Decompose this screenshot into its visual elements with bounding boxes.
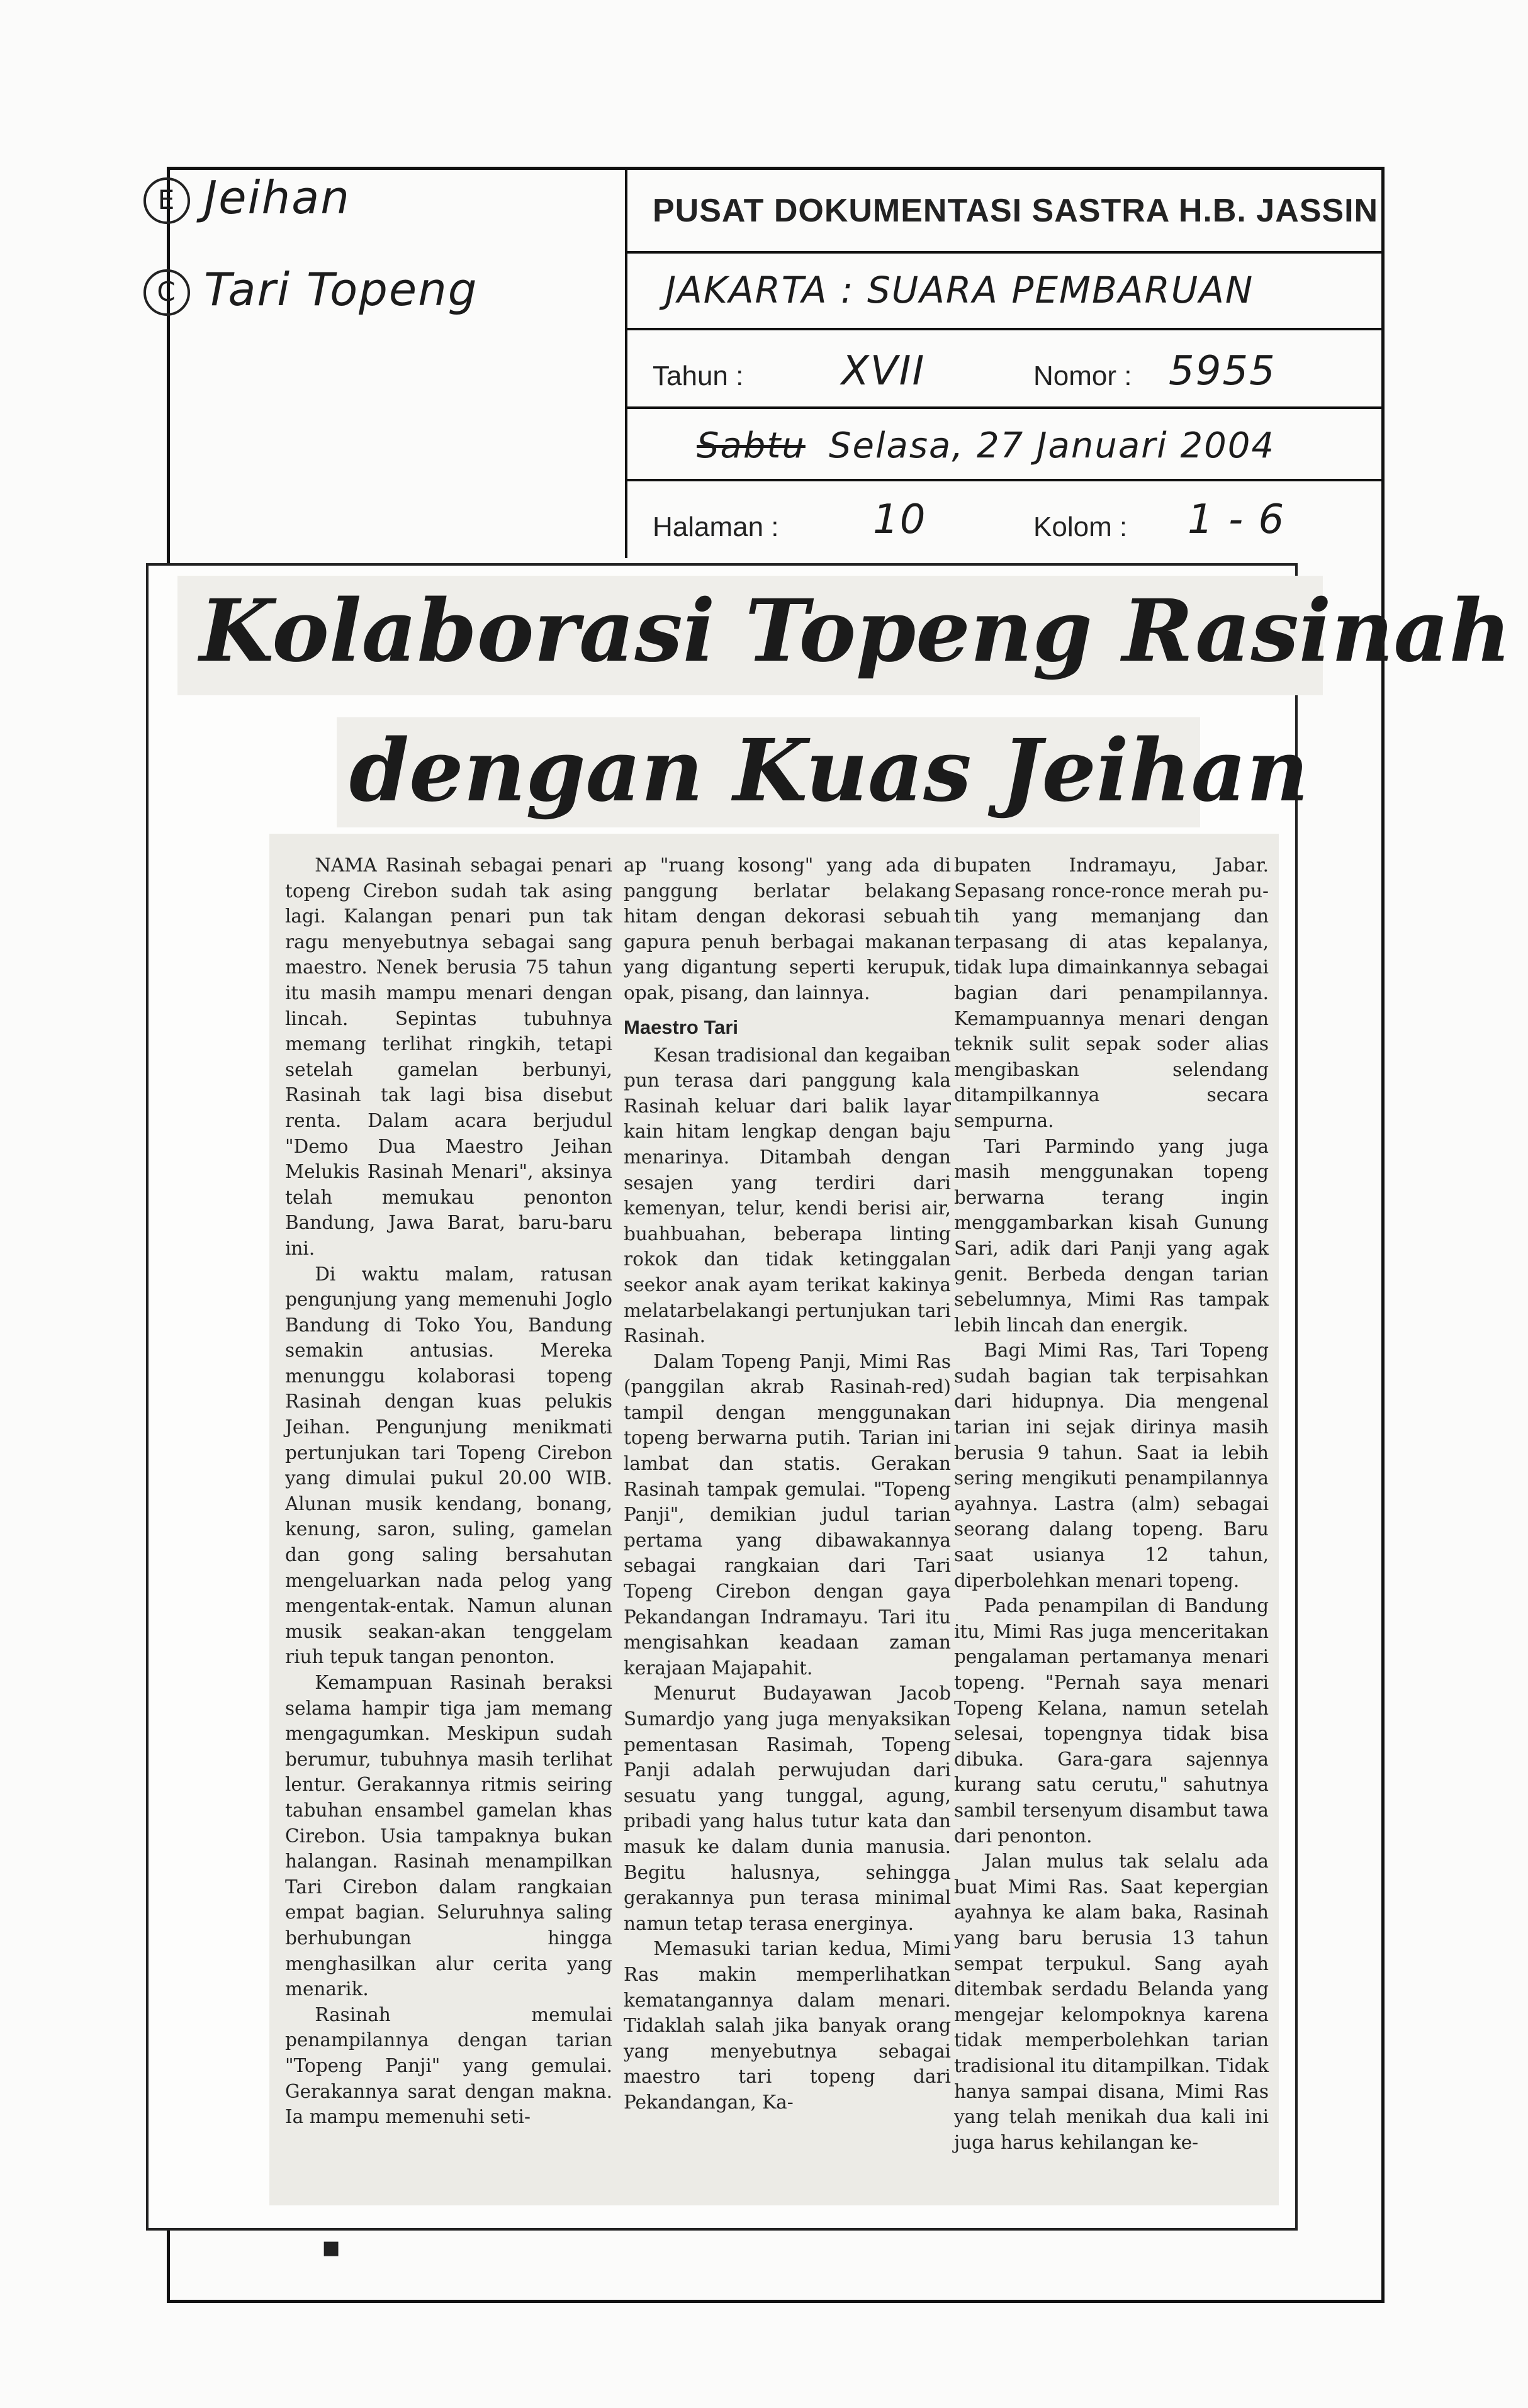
col1-para-4: Rasinah memulai penampilannya dengan tarian "Topeng Panji" yang gemulai. Gerakannya sarat dengan makna. Ia mampu memenuhi seti- — [285, 2003, 612, 2128]
header-row-source — [627, 254, 1385, 330]
nomor-label: Nomor : — [1033, 361, 1132, 391]
kolom-label: Kolom : — [1033, 512, 1128, 542]
note-e-text: Jeihan — [204, 171, 351, 224]
note-c — [143, 263, 478, 316]
col2-para-1: Kesan tradisional dan kegaiban pun terasa dari panggung kala Rasinah keluar dari balik layar kain hitam lengkap dengan baju menarinya. Ditambah dengan sesajen yang terdiri dari kemenyan, telur, kendi berisi air, buahbuahan, beberapa linting rokok dan tidak ketinggalan seekor anak ayam terikat kakinya melatarbelakangi pertunjukan tari Rasinah. — [624, 1044, 951, 1347]
note-e-code: E — [143, 177, 190, 224]
day-struck: Sabtu — [697, 425, 806, 466]
col3-para-1: bupaten Indramayu, Jabar. Sepasang ronce-ronce merah pu-tih yang memanjang dan terpasang di atas kepalanya, tidak lupa dimainkannya sebagai bagian dari penampilannya. Kemampuannya menari dengan teknik sulit sepak soder alias mengibaskan selendang ditampilkannya secara sempurna. — [954, 854, 1269, 1131]
headline-strip-1 — [177, 576, 1512, 695]
tahun-value: XVII — [841, 348, 926, 395]
column-1 — [285, 853, 612, 2130]
article-body — [269, 834, 1279, 2205]
col2-para-4: Memasuki tarian kedua, Mimi Ras makin memperlihatkan kematangannya dalam menari. Tidaklah salah jika banyak orang yang menyebutnya sebagai maestro tari topeng dari Pekandangan, Ka- — [624, 1938, 951, 2113]
halaman-value: 10 — [873, 496, 927, 543]
header-row-tahun — [627, 330, 1385, 409]
col3-para-4: Pada penampilan di Bandung itu, Mimi Ras juga menceritakan pengalaman pertamanya menari topeng. "Pernah saya menari Topeng Kelana, namun setelah selesai, topengnya tidak bisa dibuka. Gara-gara sajennya kurang satu cerutu," sahutnya sambil tersenyum disambut tawa dari penonton. — [954, 1595, 1269, 1847]
end-mark: ■ — [322, 2237, 340, 2259]
tahun-label: Tahun : — [653, 361, 744, 391]
col3-para-2: Tari Parmindo yang juga masih menggunakan topeng berwarna terang ingin menggambarkan kisah Gunung Sari, adik dari Panji yang agak genit. Berbeda dengan tarian sebelumnya, Mimi Ras tampak lebih lincah dan energik. — [954, 1135, 1269, 1336]
note-e — [143, 171, 351, 224]
headline-line-1: Kolaborasi Topeng Rasinah — [199, 581, 1512, 681]
col3-para-5: Jalan mulus tak selalu ada buat Mimi Ras. Saat kepergian ayahnya ke alam baka, Rasinah yang baru berusia 13 tahun sempat terpukul. Sang ayah ditembak serdadu Belanda yang mengejar kelompoknya karena tidak memperbolehkan tarian tradisional itu ditampilkan. Tidak hanya sampai disana, Mimi Ras yang telah menikah dua kali ini juga harus kehilangan ke- — [954, 1851, 1269, 2153]
header-row-date — [627, 409, 1385, 481]
source-value: JAKARTA : SUARA PEMBARUAN — [665, 269, 1254, 311]
column-3 — [954, 853, 1269, 2155]
headline-strip-2 — [337, 717, 1309, 827]
note-c-code: C — [143, 269, 190, 316]
col1-para-2: Di waktu malam, ratusan pengunjung yang memenuhi Joglo Bandung di Toko You, Bandung semakin antusias. Mereka menunggu kolaborasi topeng Rasinah dengan kuas pelukis Jeihan. Pengunjung menikmati pertunjukan tari Topeng Cirebon yang dimulai pukul 20.00 WIB. Alunan musik kendang, bonang, kenung, saron, suling, gamelan dan gong saling bersahutan mengeluarkan nada pelog yang mengentak-entak. Namun alunan musik seakan-akan tenggelam riuh tepuk tangan penonton. — [285, 1263, 612, 1668]
col2-para-2: Dalam Topeng Panji, Mimi Ras (panggilan akrab Rasinah-red) tampil dengan menggunakan topeng berwarna putih. Tarian ini lambat dan statis. Gerakan Rasinah tampak gemulai. "Topeng Panji", demikian judul tarian pertama yang dibawakannya sebagai rangkaian dari Tari Topeng Cirebon dengan gaya Pekandangan Indramayu. Tari itu mengisahkan keadaan zaman kerajaan Majapahit. — [624, 1350, 951, 1679]
org-name: PUSAT DOKUMENTASI SASTRA H.B. JASSIN — [653, 193, 1379, 229]
nomor-value: 5955 — [1169, 348, 1276, 395]
note-c-text: Tari Topeng — [204, 263, 478, 316]
date-value: Selasa, 27 Januari 2004 — [829, 425, 1276, 466]
documentation-header — [625, 167, 1385, 558]
header-row-org — [627, 167, 1385, 254]
col3-para-3: Bagi Mimi Ras, Tari Topeng sudah bagian tak terpisahkan dari hidupnya. Dia mengenal tarian ini sejak dirinya masih berusia 9 tahun. Saat ia lebih sering mengikuti penampilannya ayahnya. Lastra (alm) sebagai seorang dalang topeng. Baru saat usianya 12 tahun, diperbolehkan menari topeng. — [954, 1340, 1269, 1591]
kolom-value: 1 - 6 — [1188, 496, 1286, 543]
halaman-label: Halaman : — [653, 512, 779, 542]
col1-para-1: NAMA Rasinah sebagai penari topeng Cirebon sudah tak asing lagi. Kalangan penari pun tak ragu menyebutnya sebagai sang maestro. Nenek berusia 75 tahun itu masih mampu menari dengan lincah. Sepintas tubuhnya memang terlihat ringkih, tetapi setelah gamelan berbunyi, Rasinah tak lagi bisa disebut renta. Dalam acara berjudul "Demo Dua Maestro Jeihan Melukis Rasinah Menari", aksinya telah memukau penonton Bandung, Jawa Barat, baru-baru ini. — [285, 854, 612, 1259]
col1-para-3: Kemampuan Rasinah beraksi selama hampir tiga jam memang mengagumkan. Meskipun sudah berumur, tubuhnya masih terlihat lentur. Gerakannya ritmis seiring tabuhan ensambel gamelan khas Cirebon. Usia tampaknya bukan halangan. Rasinah menampilkan Tari Cirebon dalam rangkaian empat bagian. Seluruhnya saling berhubungan hingga menghasilkan alur cerita yang menarik. — [285, 1672, 612, 2000]
col2-intro: ap "ruang kosong" yang ada di panggung berlatar belakang hitam dengan dekorasi sebuah gapura penuh berbagai makanan yang digantung seperti kerupuk, opak, pisang, dan lainnya. — [624, 854, 951, 1004]
column-2 — [624, 853, 951, 2115]
headline-line-2: dengan Kuas Jeihan — [349, 720, 1309, 821]
subhead-maestro-tari: Maestro Tari — [624, 1016, 739, 1038]
col2-para-3: Menurut Budayawan Jacob Sumardjo yang juga menyaksikan pementasan Rasimah, Topeng Panji adalah perwujudan dari sesuatu yang tunggal, agung, pribadi yang halus tutur kata dan masuk ke dalam dunia manusia. Begitu halusnya, sehingga gerakannya pun terasa minimal namun tetap terasa energinya. — [624, 1683, 951, 1934]
header-row-halaman — [627, 481, 1385, 558]
